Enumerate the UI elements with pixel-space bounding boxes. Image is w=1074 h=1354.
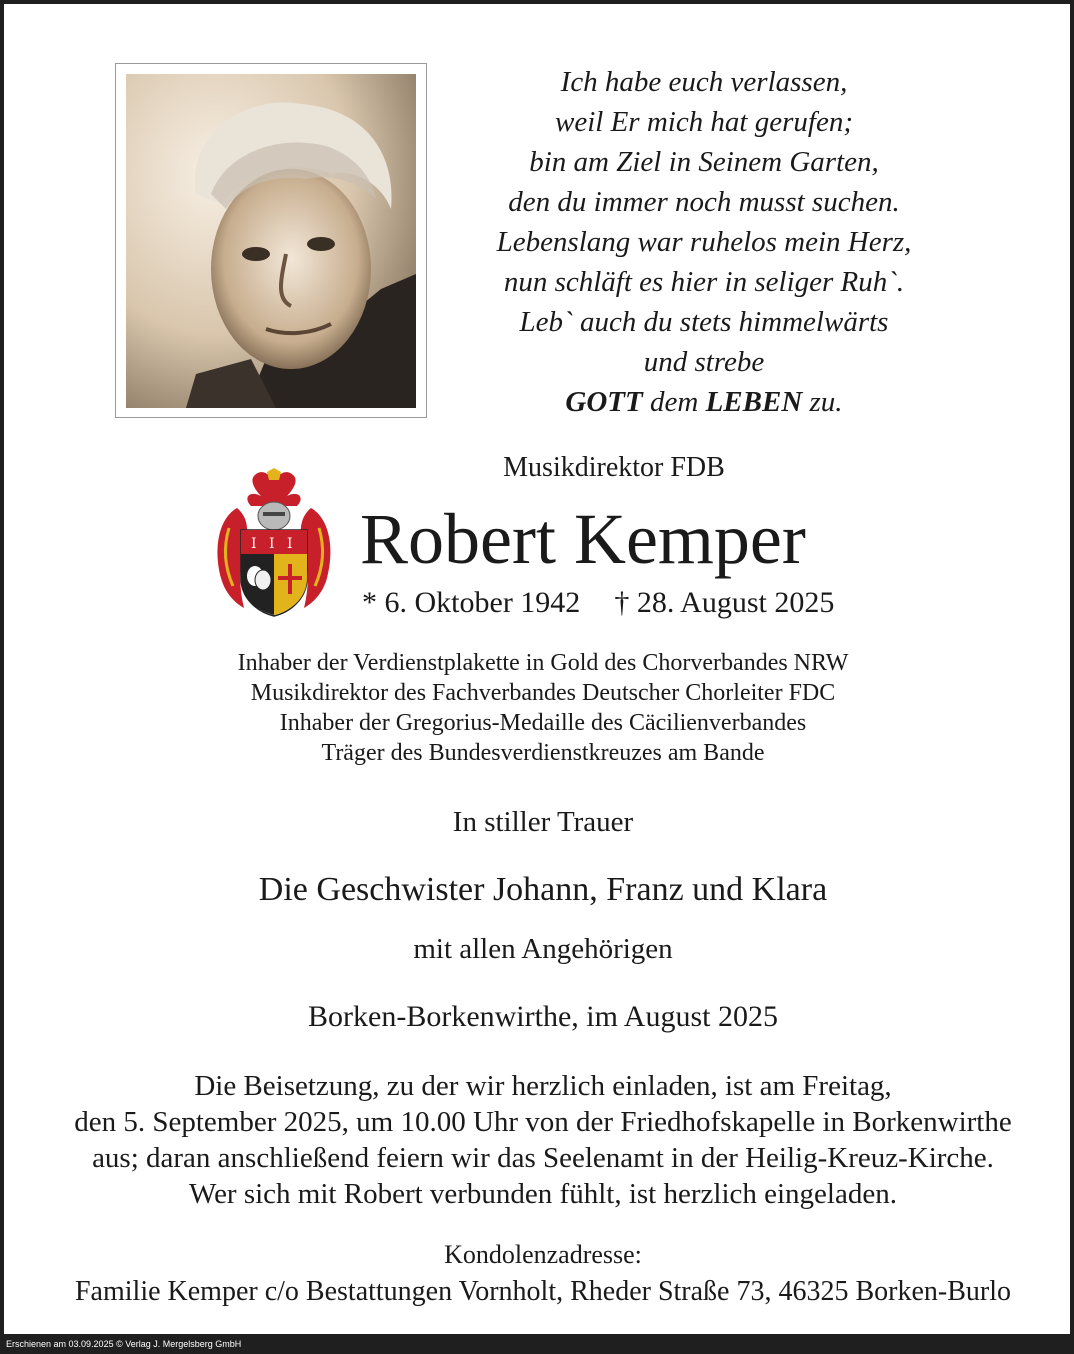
death-date: † 28. August 2025 xyxy=(614,586,835,619)
poem-line: Leb` auch du stets himmelwärts xyxy=(519,306,889,338)
place-and-date: Borken-Borkenwirthe, im August 2025 xyxy=(308,1000,778,1033)
funeral-notice xyxy=(4,1068,1074,1212)
condolence-label: Kondolenzadresse: xyxy=(444,1240,642,1269)
publication-footer: Erschienen am 03.09.2025 © Verlag J. Mergelsberg GmbH xyxy=(6,1339,242,1349)
mourners-relatives: mit allen Angehörigen xyxy=(413,933,673,965)
poem-line: nun schläft es hier in seliger Ruh`. xyxy=(503,266,905,298)
honor-item: Träger des Bundesverdienstkreuzes am Bande xyxy=(321,740,765,766)
funeral-line: Wer sich mit Robert verbunden fühlt, ist herzlich eingeladen. xyxy=(189,1178,897,1210)
poem-line: Lebenslang war ruhelos mein Herz, xyxy=(496,226,912,258)
poem-word-dem: dem xyxy=(642,386,706,418)
honors-list xyxy=(4,648,1074,768)
poem-final-line xyxy=(444,382,964,422)
honor-item: Musikdirektor des Fachverbandes Deutscher Chorleiter FDC xyxy=(250,680,836,706)
svg-text:I: I xyxy=(251,536,257,552)
poem-line: Ich habe euch verlassen, xyxy=(560,66,848,98)
svg-text:I: I xyxy=(287,536,293,552)
svg-text:I: I xyxy=(269,536,275,552)
poem-line: den du immer noch musst suchen. xyxy=(508,186,900,218)
honor-item: Inhaber der Verdienstplakette in Gold des Chorverbandes NRW xyxy=(237,650,849,676)
life-dates xyxy=(362,586,834,620)
honor-item: Inhaber der Gregorius-Medaille des Cäcilienverbandes xyxy=(279,710,807,736)
funeral-line: aus; daran anschließend feiern wir das Seelenamt in der Heilig-Kreuz-Kirche. xyxy=(92,1142,994,1174)
deceased-name: Robert Kemper xyxy=(360,499,806,579)
poem-line: weil Er mich hat gerufen; xyxy=(554,106,853,138)
portrait-frame xyxy=(115,63,427,418)
poem-word-leben: LEBEN xyxy=(705,386,803,418)
mourners-family: Die Geschwister Johann, Franz und Klara xyxy=(258,871,828,908)
poem-word-gott: GOTT xyxy=(565,386,643,418)
poem xyxy=(444,62,964,422)
poem-word-zu: zu. xyxy=(802,386,843,418)
obituary-page xyxy=(4,4,1070,1334)
funeral-line: den 5. September 2025, um 10.00 Uhr von der Friedhofskapelle in Borkenwirthe xyxy=(74,1106,1012,1138)
mourning-intro: In stiller Trauer xyxy=(452,806,634,838)
birth-date: * 6. Oktober 1942 xyxy=(362,586,581,619)
coat-of-arms-icon xyxy=(209,468,339,620)
poem-line: bin am Ziel in Seinem Garten, xyxy=(529,146,879,178)
poem-line: und strebe xyxy=(643,346,765,378)
deceased-title: Musikdirektor FDB xyxy=(503,452,725,483)
condolence-address: Familie Kemper c/o Bestattungen Vornholt, Rheder Straße 73, 46325 Borken-Burlo xyxy=(74,1276,1012,1307)
portrait-photo xyxy=(126,74,416,408)
funeral-line: Die Beisetzung, zu der wir herzlich einladen, ist am Freitag, xyxy=(194,1070,892,1102)
